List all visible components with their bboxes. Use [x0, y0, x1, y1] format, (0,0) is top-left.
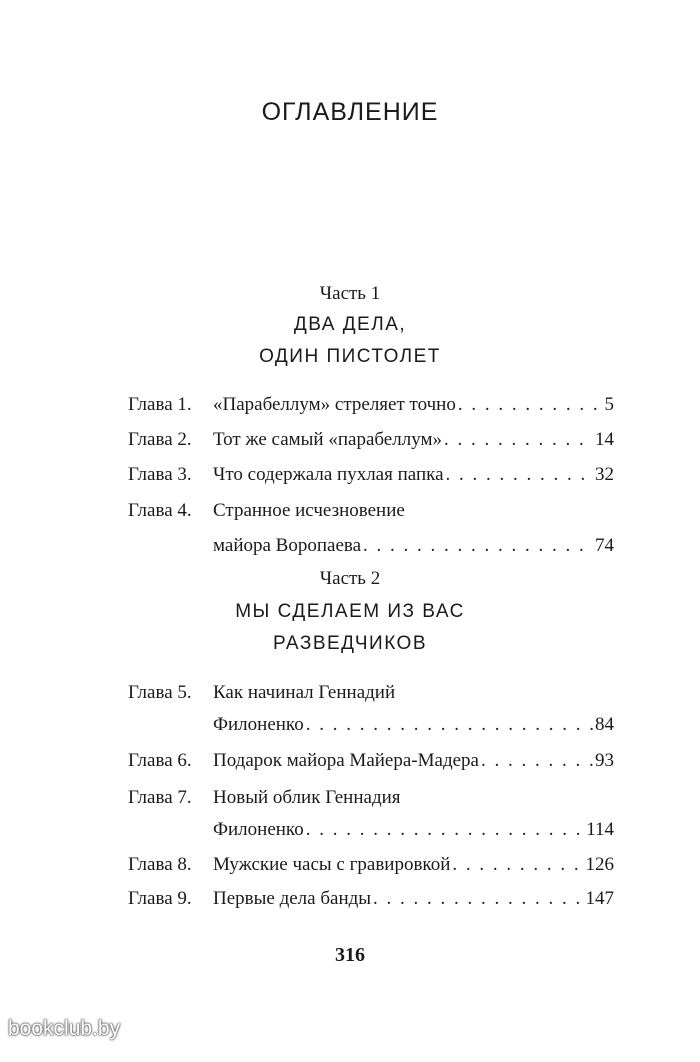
chapter-title-cont: Филоненко: [213, 819, 304, 840]
chapter-title: Новый облик Геннадия: [213, 787, 401, 808]
chapter-label: Глава 4.: [128, 500, 192, 521]
chapter-title-cont: майора Воропаева: [213, 535, 362, 556]
part-1-title: [0, 309, 700, 373]
chapter-title: «Парабеллум» стреляет точно: [213, 394, 456, 415]
dot-leader: [446, 460, 594, 490]
chapter-entry-7[interactable]: [128, 783, 614, 845]
chapter-page: 5: [604, 394, 614, 415]
watermark: bookclub.by: [8, 1017, 121, 1040]
part-1-title-line: ДВА ДЕЛА,: [293, 314, 407, 335]
dot-leader: [306, 710, 593, 740]
dot-leader: [452, 850, 583, 880]
chapter-title: Странное исчезновение: [213, 500, 405, 521]
chapter-entry-8[interactable]: [128, 850, 614, 880]
chapter-page: 93: [595, 750, 614, 771]
chapter-label: Глава 9.: [128, 888, 192, 909]
part-1-label: Часть 1: [319, 283, 381, 304]
chapter-entry-2[interactable]: [128, 425, 614, 455]
chapter-page: 74: [595, 535, 614, 556]
chapter-page: 126: [585, 854, 614, 875]
dot-leader: [481, 746, 593, 776]
dot-leader: [306, 815, 585, 845]
part-2-title-line: МЫ СДЕЛАЕМ ИЗ ВАС: [235, 601, 465, 622]
chapter-page: 114: [586, 819, 614, 840]
chapter-title: Первые дела банды: [213, 888, 372, 909]
chapter-label: Глава 1.: [128, 394, 192, 415]
dot-leader: [363, 531, 593, 561]
dot-leader: [458, 390, 603, 420]
chapter-title: Мужские часы с гравировкой: [213, 854, 451, 875]
part-2-label: Часть 2: [319, 568, 381, 589]
chapter-label: Глава 7.: [128, 787, 192, 808]
dot-leader: [373, 884, 583, 914]
page-number: 316: [335, 944, 365, 966]
chapter-title: Тот же самый «парабеллум»: [213, 429, 442, 450]
chapter-entry-5[interactable]: [128, 678, 614, 740]
chapter-entry-3[interactable]: [128, 460, 614, 490]
chapter-label: Глава 6.: [128, 750, 192, 771]
chapter-title-cont: Филоненко: [213, 714, 304, 735]
chapter-page: 32: [595, 464, 614, 485]
chapter-entry-9[interactable]: [128, 884, 614, 914]
chapter-page: 84: [595, 714, 614, 735]
chapter-page: 14: [595, 429, 614, 450]
part-1-title-line: ОДИН ПИСТОЛЕТ: [259, 346, 441, 367]
chapter-entry-6[interactable]: [128, 746, 614, 776]
chapter-label: Глава 3.: [128, 464, 192, 485]
chapter-label: Глава 5.: [128, 682, 192, 703]
chapter-entry-1[interactable]: [128, 390, 614, 420]
toc-title: ОГЛАВЛЕНИЕ: [261, 98, 439, 126]
part-2-title: [0, 596, 700, 660]
dot-leader: [444, 425, 593, 455]
chapter-page: 147: [585, 888, 614, 909]
chapter-label: Глава 8.: [128, 854, 192, 875]
chapter-entry-4[interactable]: [128, 496, 614, 561]
chapter-label: Глава 2.: [128, 429, 192, 450]
part-2-title-line: РАЗВЕДЧИКОВ: [272, 633, 428, 654]
chapter-title: Подарок майора Майера-Мадера: [213, 750, 479, 771]
chapter-title: Как начинал Геннадий: [213, 682, 396, 703]
chapter-title: Что содержала пухлая папка: [213, 464, 444, 485]
